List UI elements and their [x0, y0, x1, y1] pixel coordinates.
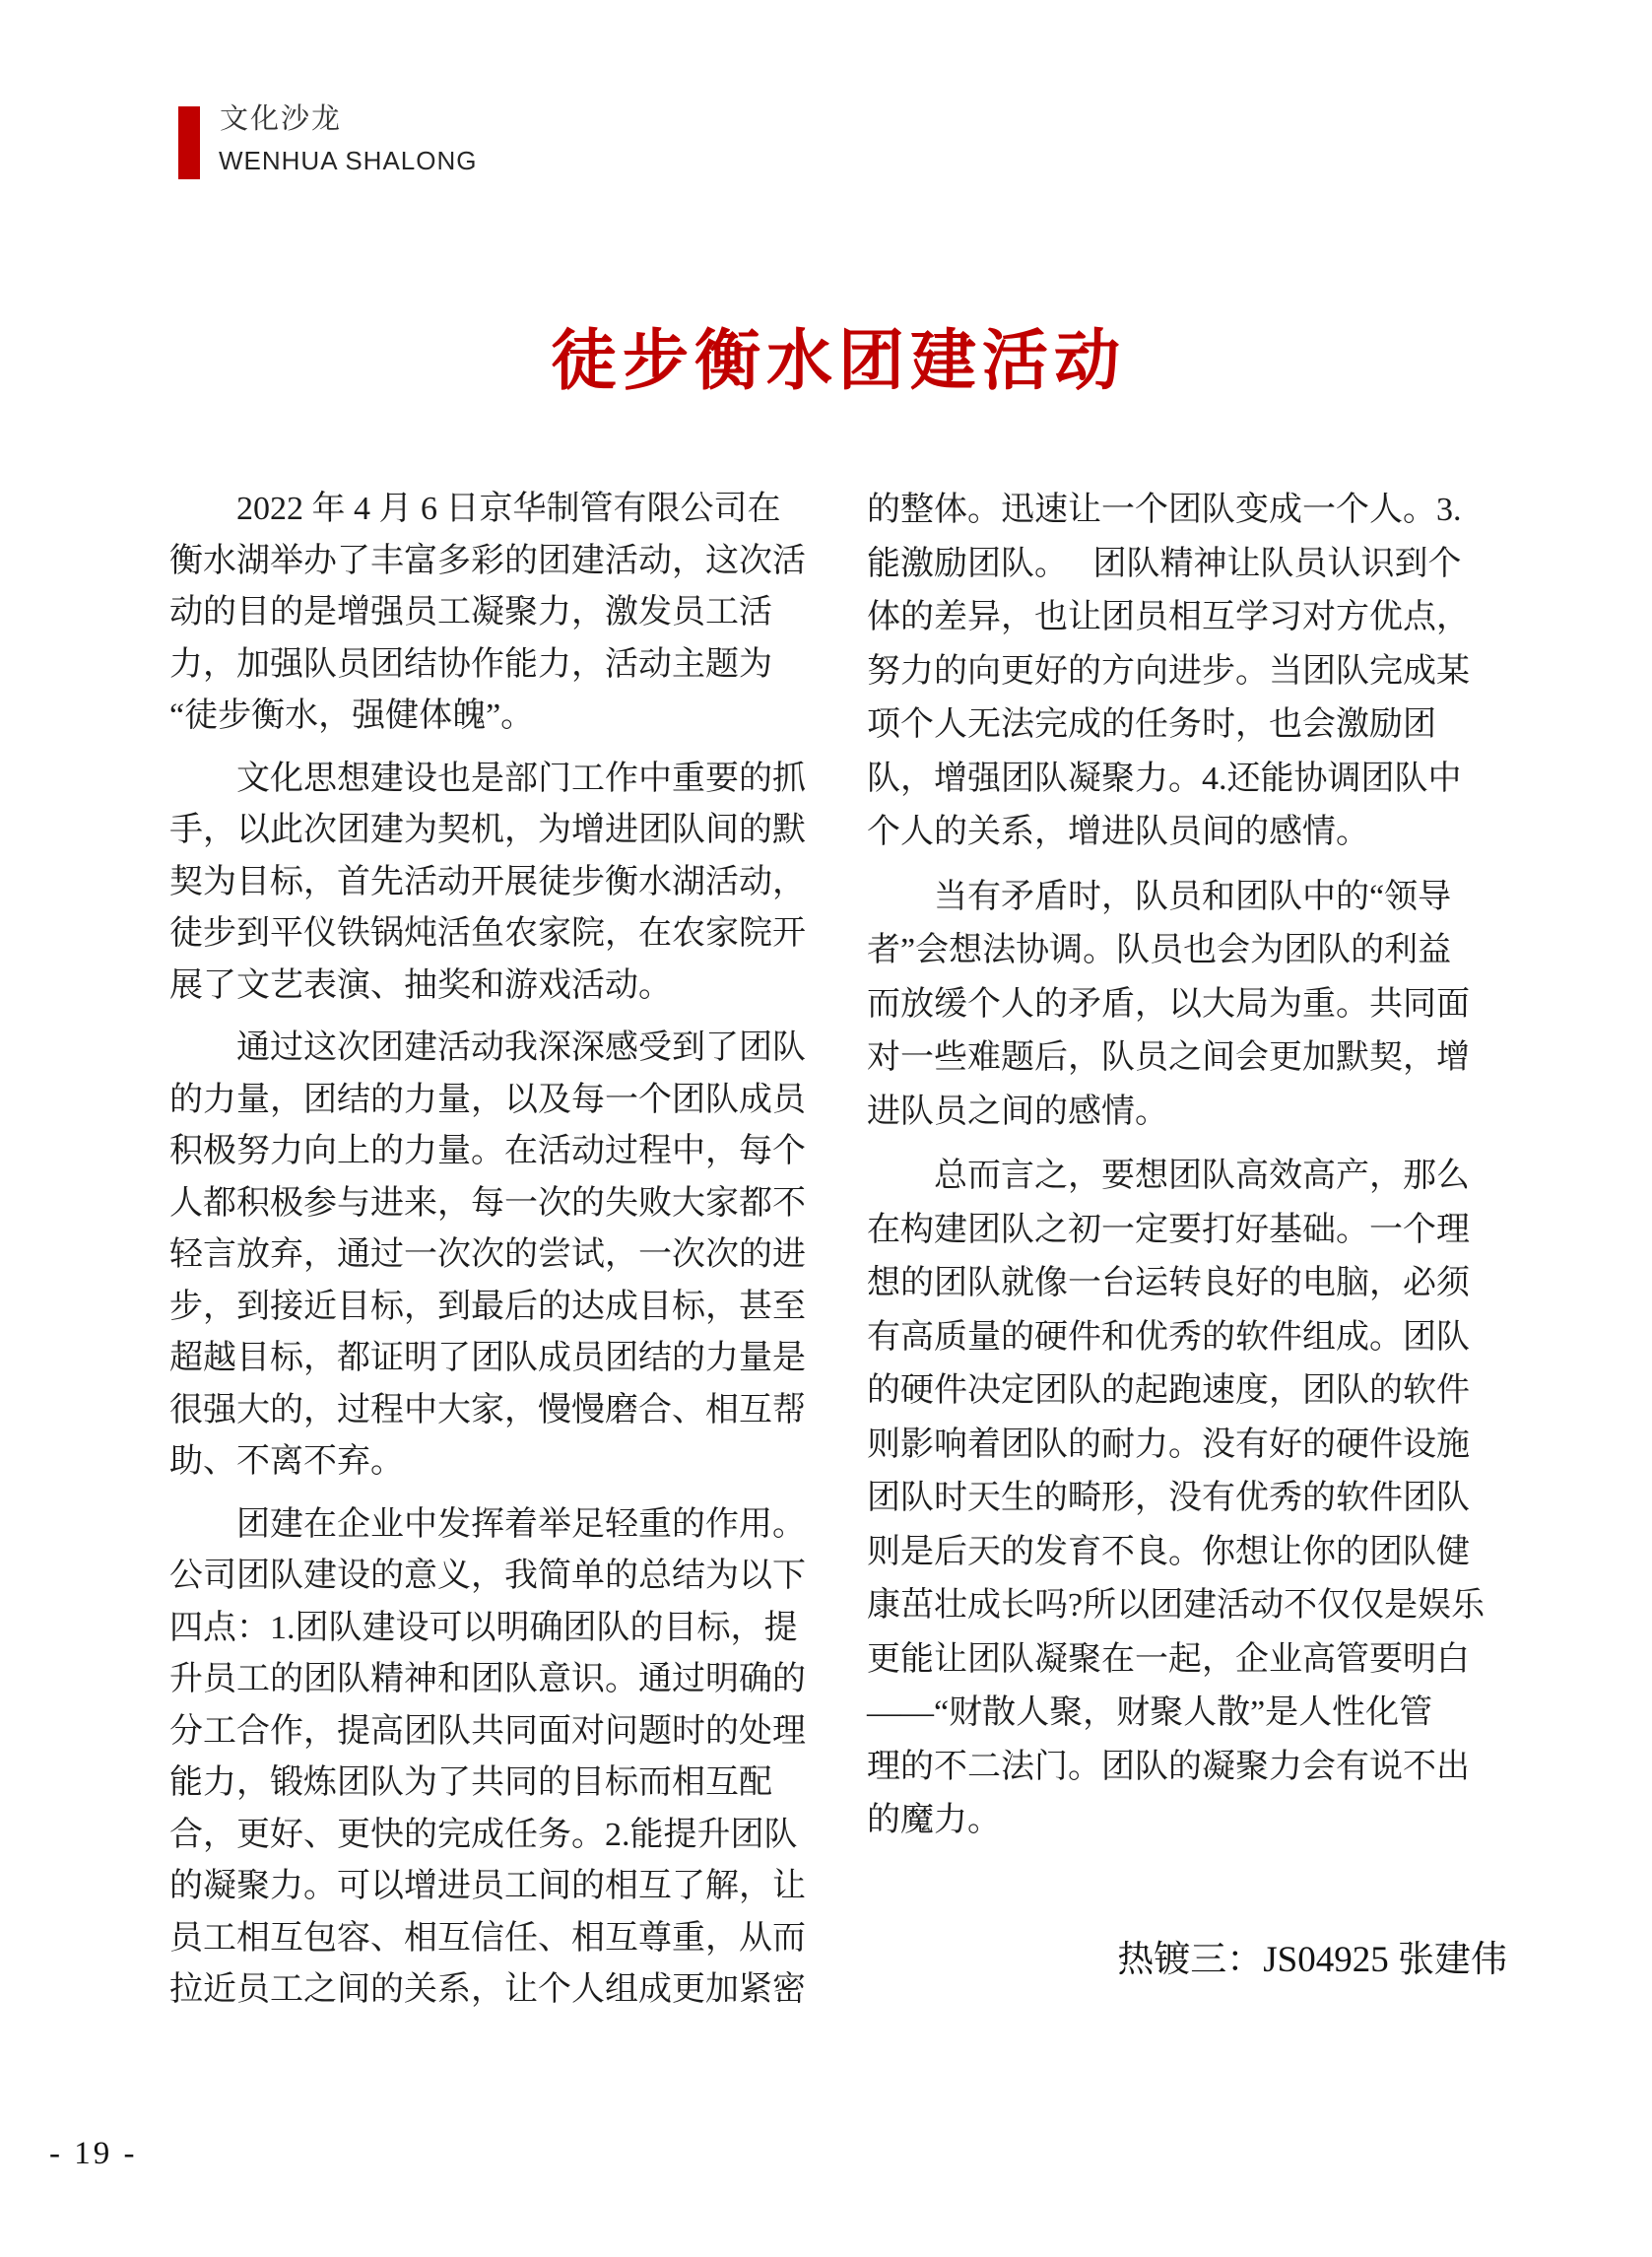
text-line: 轻言放弃，通过一次次的尝试，一次次的进: [169, 1236, 806, 1273]
section-marker-bar: [178, 106, 200, 179]
section-title-pinyin: WENHUA SHALONG: [219, 146, 478, 175]
text-line: 四点：1.团队建设可以明确团队的目标，提: [169, 1609, 798, 1646]
text-line: 步，到接近目标，到最后的达成目标，甚至: [169, 1288, 806, 1325]
text-line: 项个人无法完成的任务时，也会激励团: [867, 706, 1436, 743]
paragraph: [867, 871, 1497, 1140]
text-line: 员工相互包容、相互信任、相互尊重，从而: [169, 1919, 806, 1957]
text-line: 努力的向更好的方向进步。当团队完成某: [867, 652, 1470, 690]
text-line: 更能让团队凝聚在一起，企业高管要明白: [867, 1640, 1470, 1678]
text-line: 动的目的是增强员工凝聚力，激发员工活: [169, 594, 772, 631]
article-column-left: [169, 484, 827, 2017]
text-line: 升员工的团队精神和团队意识。通过明确的: [169, 1661, 806, 1697]
text-line: 力，加强队员团结协作能力，活动主题为: [169, 645, 772, 683]
text-line: 对一些难题后，队员之间会更加默契，增: [867, 1039, 1470, 1076]
paragraph: [867, 1150, 1497, 1848]
text-line: 想的团队就像一台运转良好的电脑，必须: [867, 1265, 1470, 1301]
text-line: 而放缓个人的矛盾，以大局为重。共同面: [867, 985, 1470, 1023]
text-line: 的凝聚力。可以增进员工间的相互了解，让: [169, 1868, 806, 1904]
text-line: 总而言之，要想团队高效高产，那么: [867, 1158, 1470, 1194]
text-line: 能激励团队。 团队精神让队员认识到个: [867, 545, 1462, 582]
text-line: 的硬件决定团队的起跑速度，团队的软件: [867, 1372, 1470, 1409]
text-line: 的魔力。: [867, 1802, 1001, 1838]
text-line: 进队员之间的感情。: [867, 1093, 1168, 1130]
text-line: 通过这次团建活动我深深感受到了团队: [169, 1029, 806, 1066]
text-line: 手，以此次团建为契机，为增进团队间的默: [169, 812, 806, 848]
paragraph: [169, 1499, 827, 2017]
text-line: 徒步到平仪铁锅炖活鱼农家院，在农家院开: [169, 915, 806, 952]
text-line: 契为目标，首先活动开展徒步衡水湖活动，: [169, 863, 806, 900]
text-line: 衡水湖举办了丰富多彩的团建活动，这次活: [169, 542, 806, 579]
text-line: 的整体。迅速让一个团队变成一个人。3.: [867, 492, 1462, 528]
text-line: 个人的关系，增进队员间的感情。: [867, 814, 1369, 850]
paragraph: [169, 484, 827, 743]
paragraph: [867, 484, 1497, 860]
text-line: 很强大的，过程中大家，慢慢磨合、相互帮: [169, 1391, 806, 1428]
paragraph: [169, 1023, 827, 1489]
text-line: 超越目标，都证明了团队成员团结的力量是: [169, 1340, 806, 1376]
text-line: 团建在企业中发挥着举足轻重的作用。: [169, 1505, 806, 1543]
text-line: 者”会想法协调。队员也会为团队的利益: [867, 932, 1452, 968]
text-line: 助、不离不弃。: [169, 1443, 404, 1480]
text-line: 人都积极参与进来，每一次的失败大家都不: [169, 1184, 806, 1222]
text-line: 的力量，团结的力量，以及每一个团队成员: [169, 1081, 806, 1118]
paragraph: [169, 754, 827, 1013]
text-line: 展了文艺表演、抽奖和游戏活动。: [169, 966, 672, 1004]
article-title: 徒步衡水团建活动: [551, 324, 1126, 398]
page-number: - 19 -: [49, 2136, 138, 2171]
text-line: 合，更好、更快的完成任务。2.能提升团队: [169, 1816, 798, 1853]
text-line: 则影响着团队的耐力。没有好的硬件设施: [867, 1426, 1470, 1463]
text-line: 积极努力向上的力量。在活动过程中，每个: [169, 1133, 806, 1169]
text-line: 能力，锻炼团队为了共同的目标而相互配: [169, 1764, 772, 1801]
text-line: 队，增强团队凝聚力。4.还能协调团队中: [867, 760, 1462, 797]
text-line: 文化思想建设也是部门工作中重要的抓: [169, 760, 806, 797]
text-line: 有高质量的硬件和优秀的软件组成。团队: [867, 1318, 1470, 1356]
text-line: ——“财散人聚，财聚人散”是人性化管: [867, 1694, 1433, 1731]
text-line: 体的差异，也让团员相互学习对方优点，: [867, 599, 1470, 635]
text-line: 团队时天生的畸形，没有优秀的软件团队: [867, 1480, 1470, 1516]
text-line: 拉近员工之间的关系，让个人组成更加紧密: [169, 1971, 806, 2008]
text-line: 分工合作，提高团队共同面对问题时的处理: [169, 1712, 806, 1750]
text-line: “徒步衡水，强健体魄”。: [169, 697, 535, 734]
author-signature: 热镀三：JS04925 张建伟: [1117, 1940, 1507, 1980]
text-line: 康茁壮成长吗?所以团建活动不仅仅是娱乐: [867, 1587, 1486, 1624]
section-title-chinese: 文化沙龙: [220, 103, 343, 135]
text-line: 理的不二法门。团队的凝聚力会有说不出: [867, 1748, 1470, 1785]
text-line: 2022 年 4 月 6 日京华制管有限公司在: [169, 491, 781, 527]
article-column-right: [867, 484, 1497, 1848]
text-line: 公司团队建设的意义，我简单的总结为以下: [169, 1558, 806, 1594]
text-line: 在构建团队之初一定要打好基础。一个理: [867, 1211, 1470, 1248]
text-line: 则是后天的发育不良。你想让你的团队健: [867, 1533, 1470, 1570]
text-line: 当有矛盾时，队员和团队中的“领导: [867, 878, 1452, 915]
